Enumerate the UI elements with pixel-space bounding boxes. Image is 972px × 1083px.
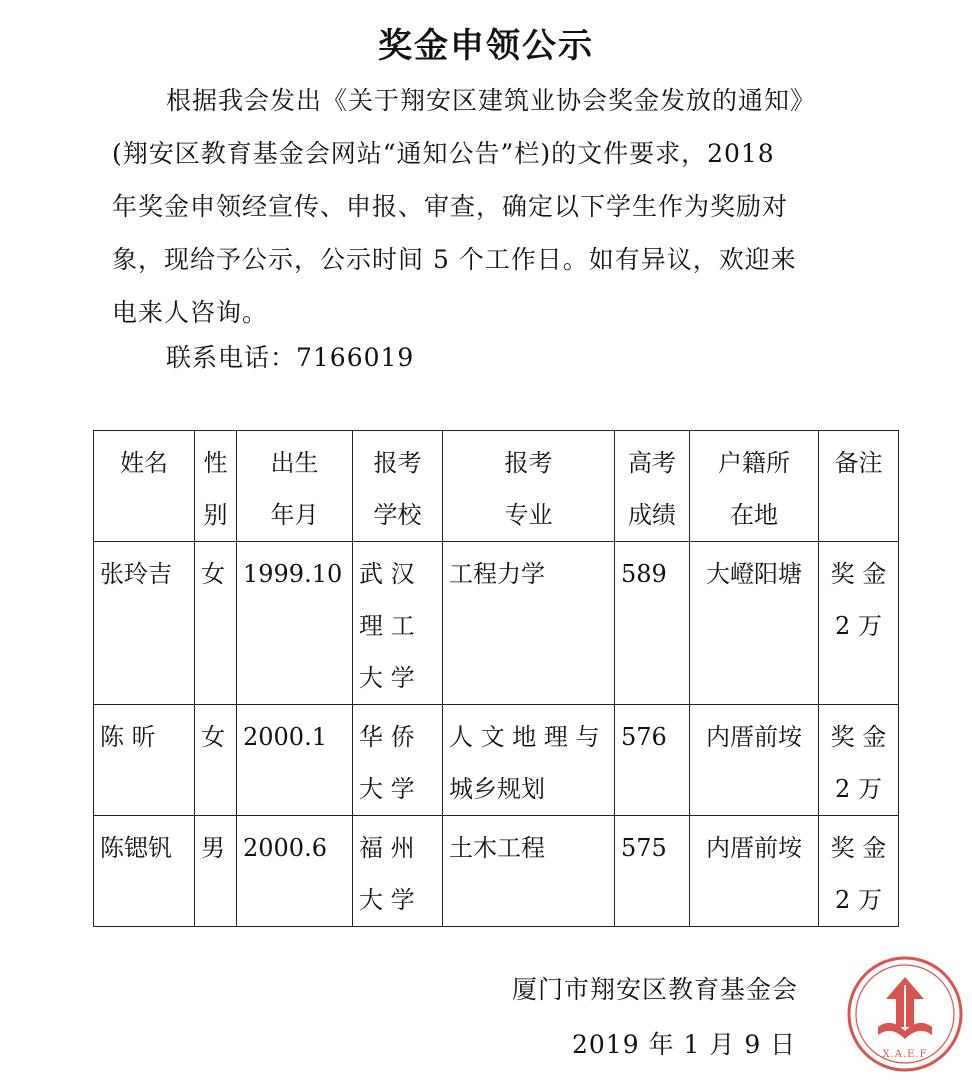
cell-birth: 1999.10 (237, 542, 353, 705)
cell-name: 张玲吉 (94, 542, 195, 705)
cell-major: 人 文 地 理 与 城乡规划 (443, 705, 615, 816)
table-header-cell: 姓名 (94, 431, 195, 542)
cell-gender: 女 (195, 542, 237, 705)
table-header-cell: 报考 学校 (353, 431, 443, 542)
table-header-cell: 性 别 (195, 431, 237, 542)
intro-line: 电来人咨询。 (112, 298, 269, 327)
cell-note: 奖 金 2 万 (819, 705, 899, 816)
intro-line: (翔安区教育基金会网站“通知公告”栏)的文件要求，2018 (112, 139, 775, 168)
intro-line: 年奖金申领经宣传、申报、审查，确定以下学生作为奖励对 (112, 192, 789, 221)
cell-hometown: 内厝前垵 (690, 816, 819, 927)
table-header-cell: 报考 专业 (443, 431, 615, 542)
table-row (94, 542, 899, 705)
intro-line: 象，现给予公示，公示时间 5 个工作日。如有异议，欢迎来 (112, 245, 797, 274)
cell-note: 奖 金 2 万 (819, 542, 899, 705)
cell-score: 576 (615, 705, 690, 816)
award-table (93, 430, 899, 927)
cell-birth: 2000.6 (237, 816, 353, 927)
foundation-seal-logo (846, 955, 964, 1073)
cell-school: 武 汉 理 工 大 学 (353, 542, 443, 705)
cell-score: 575 (615, 816, 690, 927)
table-header-cell: 高考 成绩 (615, 431, 690, 542)
cell-school: 福 州 大 学 (353, 816, 443, 927)
intro-line: 根据我会发出《关于翔安区建筑业协会奖金发放的通知》 (166, 86, 817, 115)
cell-hometown: 大嶝阳塘 (690, 542, 819, 705)
contact-phone: 联系电话：7166019 (166, 343, 415, 372)
signature-date: 2019 年 1 月 9 日 (572, 1030, 797, 1059)
cell-name: 陈 昕 (94, 705, 195, 816)
table-header-row (94, 431, 899, 542)
table-header-cell: 出生 年月 (237, 431, 353, 542)
cell-birth: 2000.1 (237, 705, 353, 816)
cell-hometown: 内厝前垵 (690, 705, 819, 816)
cell-school: 华 侨 大 学 (353, 705, 443, 816)
cell-score: 589 (615, 542, 690, 705)
cell-gender: 男 (195, 816, 237, 927)
page-title: 奖金申领公示 (378, 26, 594, 66)
svg-text:X.A.E.F: X.A.E.F (882, 1049, 928, 1060)
table-row (94, 705, 899, 816)
cell-major: 工程力学 (443, 542, 615, 705)
table-header-cell: 备注 (819, 431, 899, 542)
cell-major: 土木工程 (443, 816, 615, 927)
intro-paragraph (112, 74, 832, 339)
cell-note: 奖 金 2 万 (819, 816, 899, 927)
table-header-cell: 户籍所 在地 (690, 431, 819, 542)
cell-name: 陈锶钒 (94, 816, 195, 927)
signature-org: 厦门市翔安区教育基金会 (512, 975, 799, 1004)
table-row (94, 816, 899, 927)
cell-gender: 女 (195, 705, 237, 816)
